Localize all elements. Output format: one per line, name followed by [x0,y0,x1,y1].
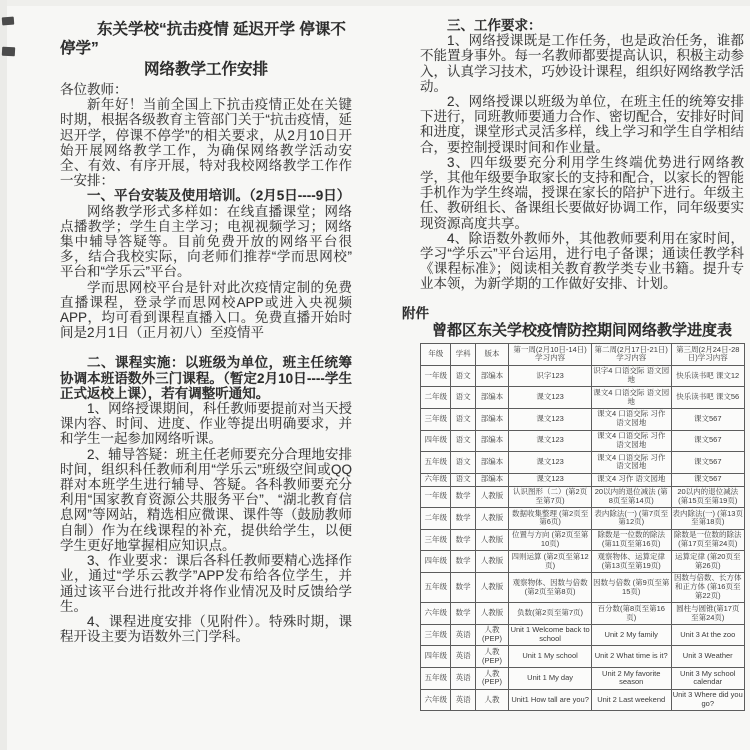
table-cell: 数据收集整理 (第2页至第6页) [509,508,592,530]
table-cell: 识字4 口语交际 语文园地 [591,365,671,387]
paragraph: 一、平台安装及使用培训。（2月5日----9日） [87,188,351,204]
table-cell: 20以内的退位减法 (第8页至第14页) [591,486,671,508]
table-cell: 人教版 [475,529,509,551]
table-cell: 负数(第2页至第7页) [509,603,592,625]
table-cell: 数学 [451,508,475,530]
table-cell: 课文123 [509,452,592,474]
table-row [421,452,745,474]
paragraph: 二、课程实施：以班级为单位，班主任统筹协调本班语数外三门课程。（暂定2月10日----学生正式返校上课），若有调整听通知。 [60,355,352,401]
table-cell: Unit 2 My family [591,624,671,646]
table-cell: 语文 [451,408,475,430]
table-cell: 语文 [451,430,475,452]
table-cell: 课文567 [671,452,745,474]
table-cell: 课文123 [509,430,592,452]
table-row [421,529,745,551]
table-header [421,344,745,366]
table-row [421,387,745,409]
table-cell: 人教(PEP) [475,624,509,646]
table-cell: 人教(PEP) [475,668,509,690]
table-row [421,365,745,387]
table-cell: 英语 [451,624,475,646]
table-cell: 语文 [451,473,475,486]
table-cell: 人教版 [475,551,509,573]
table-cell: 语文 [451,387,475,409]
column-header: 学科 [451,344,475,366]
table-cell: 表内除法(一) (第7页至第12页) [591,508,671,530]
table-body [421,365,745,711]
table-cell: 课文567 [671,473,745,486]
table-cell: 二年级 [421,387,451,409]
table-cell: 五年级 [421,452,451,474]
table-cell: 数学 [451,603,475,625]
scan-artifact [2,47,15,57]
scan-artifact [2,17,15,26]
table-cell: 20以内的退位减法 (第15页至第19页) [671,486,745,508]
left-page [60,20,352,644]
table-cell: 三年级 [421,624,451,646]
table-cell: 课文4 习作 语文园地 [591,473,671,486]
table-cell: 部编本 [475,473,509,486]
table-cell: 快乐读书吧 课文12 [671,365,745,387]
attachment-section [402,305,744,712]
table-row [421,508,745,530]
paragraph: 网络教学形式多样如：在线直播课堂；网络点播教学；学生自主学习；电视视频学习；网络集中辅导答疑等。目前免费开放的网络平台很多，结合我校实际，向老师们推荐“学而思网校”平台和“学乐云”平台。 [60,203,352,280]
table-cell: 除数是一位数的除法 (第11页至第16页) [591,529,671,551]
table-cell: 人教版 [475,508,509,530]
table-cell: 百分数(第8页至第16页) [591,603,671,625]
table-cell: 运算定律 (第20页至第26页) [671,551,745,573]
table-cell: 课文123 [509,387,592,409]
table-cell: 人教版 [475,572,509,602]
table-cell: 因数与倍数、长方体和正方体 (第16页至第22页) [671,572,745,602]
table-row [421,430,745,452]
column-header: 版本 [475,344,509,366]
column-header: 第二周(2月17日-21日)学习内容 [591,344,671,366]
table-cell: 一年级 [421,486,451,508]
column-header: 第一周(2月10日-14日)学习内容 [509,344,592,366]
paragraph: 4、除语数外教师外，其他教师要利用在家时间，学习“学乐云”平台运用，进行电子备课；通读任教学科《课程标准》；阅读相关教育教学类专业书籍。提升专业本领，为新学期的工作做好安排、计划。 [420,230,744,292]
table-cell: Unit 1 Welcome back to school [509,624,592,646]
table-cell: 数学 [451,551,475,573]
table-cell: 课文123 [509,408,592,430]
table-cell: 观察物体、运算定律 (第13页至第19页) [591,551,671,573]
table-cell: 三年级 [421,529,451,551]
table-cell: 四年级 [421,430,451,452]
table-cell: 五年级 [421,572,451,602]
table-cell: 部编本 [475,430,509,452]
table-cell: 因数与倍数 (第9页至第15页) [591,572,671,602]
table-cell: Unit 3 Weather [671,646,745,668]
table-cell: 一年级 [421,365,451,387]
table-cell: 部编本 [475,452,509,474]
table-row [421,551,745,573]
table-cell: Unit 2 My favorite season [591,668,671,690]
table-cell: 六年级 [421,603,451,625]
table-cell: 识字123 [509,365,592,387]
table-cell: Unit1 How tall are you? [509,689,592,711]
table-cell: 数学 [451,572,475,602]
table-row [421,624,745,646]
paragraph: 3、四年级要充分利用学生终端优势进行网络教学，其他年级要争取家长的支持和配合，以家长的智能手机作为学生终端，授课在家长的陪护下进行。年级主任、教研组长、备课组长要做好协调工作，同年级要实现资源高度共享。 [420,154,744,231]
table-cell: 部编本 [475,387,509,409]
table-cell: 部编本 [475,365,509,387]
table-cell: 人教版 [475,603,509,625]
table-cell: 四年级 [421,646,451,668]
table-cell: 人教 [475,689,509,711]
table-cell: 课文567 [671,430,745,452]
right-page [402,18,744,711]
attachment-label: 附件 [402,305,429,321]
table-cell: 数学 [451,486,475,508]
table-cell: 三年级 [421,408,451,430]
document-subtitle: 网络教学工作安排 [143,61,268,78]
table-cell: 课文4 口语交际 习作 语文园地 [591,408,671,430]
document-title: 东关学校“抗击疫情 延迟开学 停课不停学” [60,21,346,57]
table-cell: 圆柱与圆锥(第17页至第24页) [671,603,745,625]
table-cell: 四年级 [421,551,451,573]
table-cell: 英语 [451,689,475,711]
paragraph: 1、网络授课期间，科任教师要提前对当天授课内容、时间、进度、作业等提出明确要求，并和学生一起参加网络听课。 [60,401,352,447]
table-cell: 课文4 口语交际 语文园地 [591,387,671,409]
attachment-title: 曾都区东关学校疫情防控期间网络教学进度表 [431,321,732,339]
table-row [421,603,745,625]
table-cell: 认识图形（二）(第2页至第7页) [509,486,592,508]
table-cell: Unit 2 Last weekend [591,689,671,711]
table-row [421,689,745,711]
table-cell: 快乐读书吧 课文56 [671,387,745,409]
table-cell: 六年级 [421,689,451,711]
paragraph: 1、网络授课既是工作任务，也是政治任务，谁都不能置身事外。每一名教师都要提高认识，积极主动参入，认真学习技术，巧妙设计课程，组织好网络教学活动。 [420,33,744,94]
table-cell: Unit 1 My day [509,668,592,690]
table-cell: 课文567 [671,408,745,430]
scan-edge-left [0,0,7,750]
table-cell: 语文 [451,365,475,387]
table-cell: Unit 3 Where did you go? [671,689,745,711]
right-page-body [420,18,744,292]
table-cell: Unit 1 My school [509,646,592,668]
paragraph: 2、网络授课以班级为单位，在班主任的统筹安排下进行，同班教师要通力合作、密切配合，安排好时间和进度，课堂形式灵活多样，线上学习和学生自学相结合，要控制授课时间和作业量。 [420,94,744,155]
table-cell: 五年级 [421,668,451,690]
paragraph: 新年好！当前全国上下抗击疫情正处在关键时期，根据各级教育主管部门关于“抗击疫情，延迟开学，停课不停学”的相关要求，从2月10日开始开展网络教学工作，为确保网络教学活动安全、有效、有序开展，特对我校网络教学工作作一安排： [60,97,352,189]
table-row [421,572,745,602]
table-cell: 四则运算 (第2页至第12页) [509,551,592,573]
column-header: 年级 [421,344,451,366]
table-cell: 人教版 [475,486,509,508]
table-cell: 二年级 [421,508,451,530]
table-cell: 课文4 口语交际 习作 语文园地 [591,452,671,474]
left-page-body [60,82,352,644]
table-cell: 英语 [451,668,475,690]
table-row [421,408,745,430]
table-cell: 课文123 [509,473,592,486]
paragraph: 各位教师： [60,82,128,97]
paragraph: 4、课程进度安排（见附件）。特殊时期，课程开设主要为语数外三门学科。 [60,613,352,645]
table-row [421,646,745,668]
table-cell: 数学 [451,529,475,551]
table-cell: 语文 [451,452,475,474]
table-cell: 表内除法(一) (第13页至第18页) [671,508,745,530]
table-cell: 六年级 [421,473,451,486]
table-cell: 位置与方向 (第2页至第10页) [509,529,592,551]
table-cell: 课文4 口语交际 习作 语文园地 [591,430,671,452]
table-cell: Unit 2 What time is it? [591,646,671,668]
table-cell: 人教(PEP) [475,646,509,668]
teaching-schedule-table [420,343,745,711]
table-header-row [421,344,745,366]
table-cell: 观察物体、因数与倍数 (第2页至第8页) [509,572,592,602]
table-cell: 英语 [451,646,475,668]
table-cell: Unit 3 At the zoo [671,624,745,646]
paragraph: 2、辅导答疑：班主任老师要充分合理地安排时间，组织科任教师利用“学乐云”班级空间或QQ群对本班学生进行辅导、答疑。各科教师要充分利用“国家教育资源公共服务平台”、“湖北教育信息网”等网站，精选相应微课、课件等（鼓励教师自制）作为在线课程的补充，提供给学生，以便学生更好地掌握相应知识点。 [60,446,352,553]
table-row [421,668,745,690]
table-cell: 部编本 [475,408,509,430]
paragraph: 3、作业要求：课后各科任教师要精心选择作业，通过“学乐云教学”APP发布给各位学生，并通过该平台进行批改并将作业情况及时反馈给学生。 [60,553,352,614]
table-row [421,473,745,486]
paragraph: 学而思网校平台是针对此次疫情定制的免费直播课程，登录学而思网校APP或进入央视频APP，均可看到课程直播入口。免费直播开始时间是2月1日（正月初八）至疫情平 [60,279,352,341]
scan-edge-top [0,0,750,6]
table-row [421,486,745,508]
table-cell: 除数是一位数的除法 (第17页至第24页) [671,529,745,551]
paragraph: 三、工作要求： [447,18,542,33]
table-cell: Unit 3 My school calendar [671,668,745,690]
column-header: 第三周(2月24日-28日)学习内容 [671,344,745,366]
